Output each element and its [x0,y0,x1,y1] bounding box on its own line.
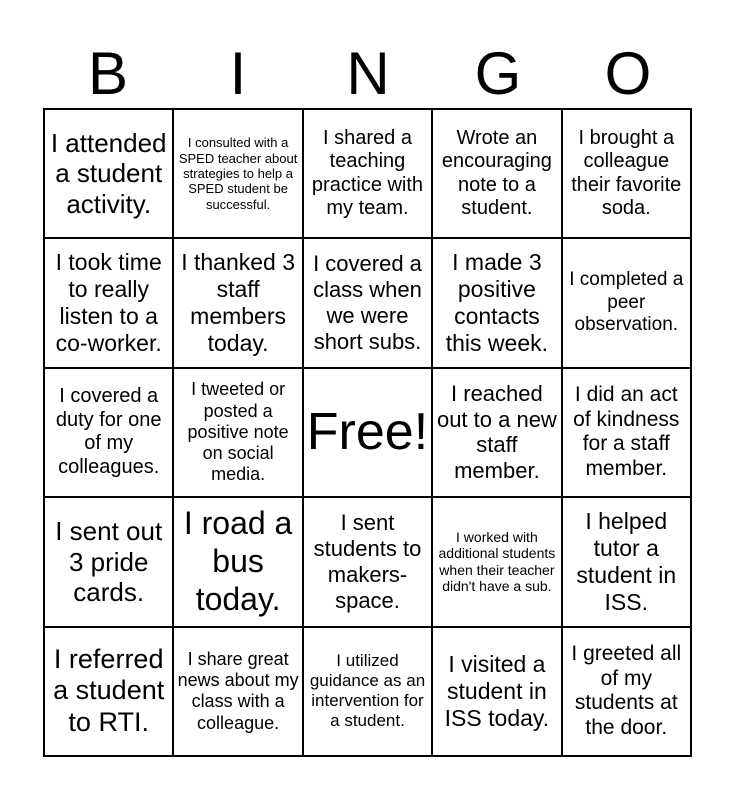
cell-text: I visited a student in ISS today. [444,650,550,731]
bingo-cell[interactable] [303,109,432,238]
cell-text: Free! [306,402,429,461]
cell-text: I utilized guidance as an intervention for a student. [309,651,426,731]
bingo-cell[interactable] [562,238,691,367]
cell-text: I referred a student to RTI. [53,643,165,738]
cell-text: I brought a colleague their favorite soda. [571,126,682,220]
bingo-cell[interactable] [173,368,302,497]
cell-text: Wrote an encouraging note to a student. [441,126,552,220]
bingo-cell[interactable] [432,627,561,756]
bingo-cell[interactable] [44,627,173,756]
header-letter-b: B [87,40,129,107]
bingo-cell[interactable] [303,497,432,626]
cell-text: I worked with additional students when their teacher didn't have a sub. [438,528,556,595]
bingo-cell[interactable] [173,109,302,238]
bingo-cell[interactable] [44,109,173,238]
cell-text: I sent students to makers-space. [313,509,422,613]
cell-text: I attended a student activity. [50,127,167,220]
cell-text: I road a bus today. [183,505,293,617]
cell-text: I took time to really listen to a co-worker. [55,248,162,357]
bingo-cell[interactable] [432,368,561,497]
bingo-cell[interactable] [432,238,561,367]
bingo-cell[interactable] [303,238,432,367]
header-letter-i: I [229,40,247,107]
cell-text: I share great news about my class with a colleague. [177,648,299,733]
bingo-grid [43,108,692,757]
cell-text: I covered a duty for one of my colleagues. [55,385,162,479]
bingo-cell[interactable] [44,368,173,497]
free-space-cell[interactable] [303,368,432,497]
cell-text: I did an act of kindness for a staff member. [573,382,680,481]
bingo-cell[interactable] [432,497,561,626]
cell-text: I consulted with a SPED teacher about strategies to help a SPED student be successful. [178,135,298,212]
bingo-cell[interactable] [562,368,691,497]
cell-text: I tweeted or posted a positive note on social media. [187,379,289,485]
bingo-cell[interactable] [562,109,691,238]
bingo-header [43,38,693,110]
bingo-cell[interactable] [44,238,173,367]
cell-text: I covered a class when we were short subs. [313,251,422,355]
cell-text: I helped tutor a student in ISS. [576,507,677,616]
bingo-cell[interactable] [562,627,691,756]
bingo-cell[interactable] [432,109,561,238]
cell-text: I reached out to a new staff member. [436,380,557,484]
header-letter-g: G [474,40,522,107]
cell-text: I thanked 3 staff members today. [181,248,295,357]
header-letter-o: O [604,40,652,107]
bingo-cell[interactable] [44,497,173,626]
cell-text: I made 3 positive contacts this week. [445,248,549,357]
cell-text: I completed a peer observation. [569,269,684,336]
bingo-cell[interactable] [173,238,302,367]
cell-text: I greeted all of my students at the door. [571,641,682,740]
cell-text: I shared a teaching practice with my team. [311,126,424,220]
bingo-cell[interactable] [303,627,432,756]
bingo-cell[interactable] [562,497,691,626]
bingo-cell[interactable] [173,497,302,626]
header-letter-n: N [346,40,390,107]
cell-text: I sent out 3 pride cards. [55,515,163,608]
bingo-cell[interactable] [173,627,302,756]
